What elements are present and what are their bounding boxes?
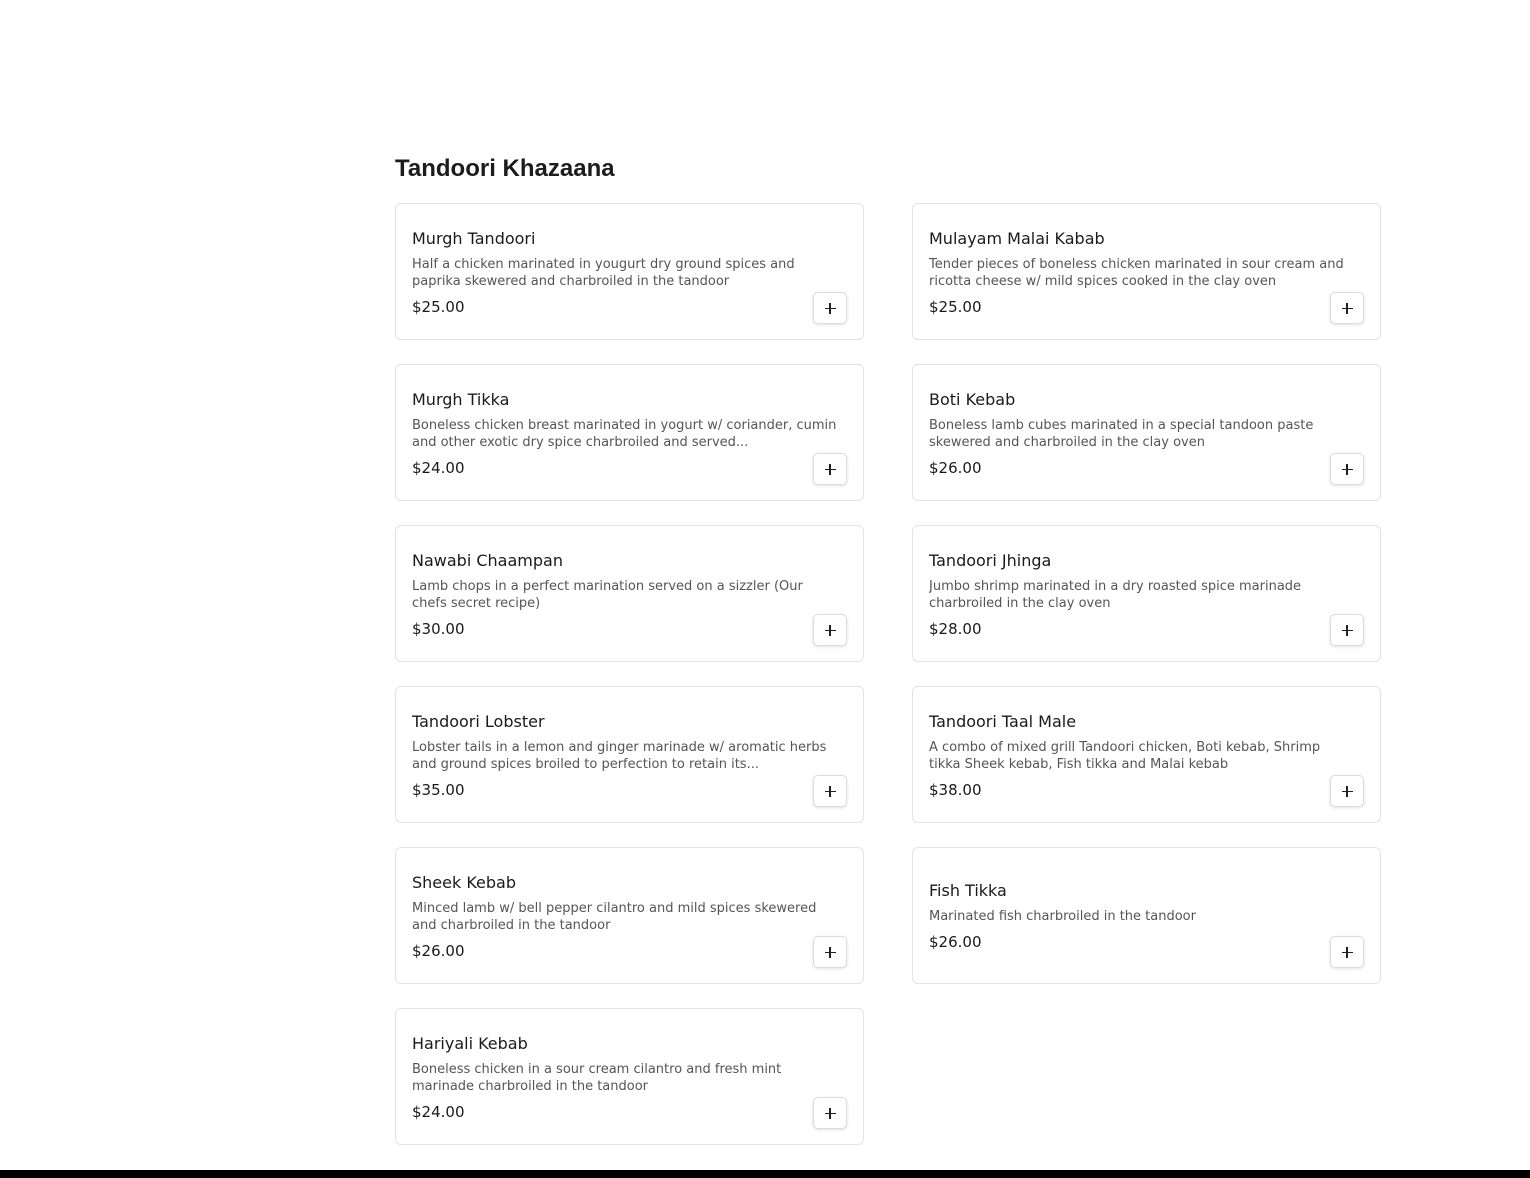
- item-description: Boneless chicken breast marinated in yogurt w/ coriander, cumin and other exotic dry spice charbroiled and served...: [412, 418, 837, 450]
- plus-icon: [825, 303, 836, 314]
- item-name: Tandoori Taal Male: [929, 712, 1077, 731]
- item-name: Nawabi Chaampan: [412, 551, 563, 570]
- add-item-button[interactable]: [1330, 453, 1364, 485]
- item-price: $26.00: [929, 459, 982, 477]
- menu-item-card[interactable]: [912, 364, 1381, 501]
- item-name: Hariyali Kebab: [412, 1034, 528, 1053]
- plus-icon: [825, 786, 836, 797]
- item-name: Murgh Tikka: [412, 390, 510, 409]
- item-name: Boti Kebab: [929, 390, 1016, 409]
- item-price: $25.00: [412, 298, 465, 316]
- item-description: Lobster tails in a lemon and ginger marinade w/ aromatic herbs and ground spices broiled to perfection to retain its...: [412, 740, 827, 772]
- menu-item-card[interactable]: [912, 203, 1381, 340]
- item-description: Boneless lamb cubes marinated in a special tandoon paste skewered and charbroiled in the clay oven: [929, 418, 1314, 450]
- menu-item-card[interactable]: [912, 847, 1381, 984]
- menu-item-card[interactable]: [395, 686, 864, 823]
- add-item-button[interactable]: [813, 292, 847, 324]
- plus-icon: [1342, 786, 1353, 797]
- item-name: Sheek Kebab: [412, 873, 516, 892]
- add-item-button[interactable]: [813, 775, 847, 807]
- plus-icon: [1342, 625, 1353, 636]
- item-name: Fish Tikka: [929, 881, 1007, 900]
- section-title: Tandoori Khazaana: [395, 155, 615, 182]
- add-item-button[interactable]: [1330, 614, 1364, 646]
- plus-icon: [825, 625, 836, 636]
- plus-icon: [825, 464, 836, 475]
- add-item-button[interactable]: [813, 453, 847, 485]
- item-description: Lamb chops in a perfect marination served on a sizzler (Our chefs secret recipe): [412, 579, 803, 611]
- item-price: $26.00: [412, 942, 465, 960]
- item-price: $35.00: [412, 781, 465, 799]
- item-price: $28.00: [929, 620, 982, 638]
- footer-bar: [0, 1170, 1530, 1178]
- item-name: Tandoori Jhinga: [929, 551, 1052, 570]
- menu-item-card[interactable]: [395, 525, 864, 662]
- menu-items-grid: [395, 203, 1381, 1145]
- plus-icon: [825, 947, 836, 958]
- item-description: Jumbo shrimp marinated in a dry roasted spice marinade charbroiled in the clay oven: [929, 579, 1302, 611]
- item-description: Tender pieces of boneless chicken marinated in sour cream and ricotta cheese w/ mild spices cooked in the clay oven: [929, 257, 1344, 289]
- item-price: $25.00: [929, 298, 982, 316]
- item-description: Minced lamb w/ bell pepper cilantro and mild spices skewered and charbroiled in the tandoor: [412, 901, 817, 933]
- menu-item-card[interactable]: [395, 1008, 864, 1145]
- add-item-button[interactable]: [813, 1097, 847, 1129]
- menu-item-card[interactable]: [395, 847, 864, 984]
- menu-item-card[interactable]: [395, 203, 864, 340]
- item-name: Mulayam Malai Kabab: [929, 229, 1105, 248]
- menu-section: [395, 150, 1381, 1121]
- item-name: Murgh Tandoori: [412, 229, 536, 248]
- menu-item-card[interactable]: [912, 686, 1381, 823]
- item-description: Boneless chicken in a sour cream cilantro and fresh mint marinade charbroiled in the tandoor: [412, 1062, 782, 1094]
- item-price: $38.00: [929, 781, 982, 799]
- plus-icon: [1342, 303, 1353, 314]
- add-item-button[interactable]: [1330, 936, 1364, 968]
- plus-icon: [1342, 464, 1353, 475]
- add-item-button[interactable]: [813, 936, 847, 968]
- item-price: $30.00: [412, 620, 465, 638]
- menu-item-card[interactable]: [395, 364, 864, 501]
- plus-icon: [825, 1108, 836, 1119]
- item-price: $24.00: [412, 459, 465, 477]
- add-item-button[interactable]: [813, 614, 847, 646]
- item-description: A combo of mixed grill Tandoori chicken, Boti kebab, Shrimp tikka Sheek kebab, Fish tikka and Malai kebab: [929, 740, 1321, 772]
- item-description: Marinated fish charbroiled in the tandoor: [929, 909, 1196, 924]
- item-price: $26.00: [929, 933, 982, 951]
- item-description: Half a chicken marinated in yougurt dry ground spices and paprika skewered and charbroiled in the tandoor: [412, 257, 795, 289]
- menu-item-card[interactable]: [912, 525, 1381, 662]
- item-name: Tandoori Lobster: [412, 712, 545, 731]
- item-price: $24.00: [412, 1103, 465, 1121]
- plus-icon: [1342, 947, 1353, 958]
- add-item-button[interactable]: [1330, 292, 1364, 324]
- add-item-button[interactable]: [1330, 775, 1364, 807]
